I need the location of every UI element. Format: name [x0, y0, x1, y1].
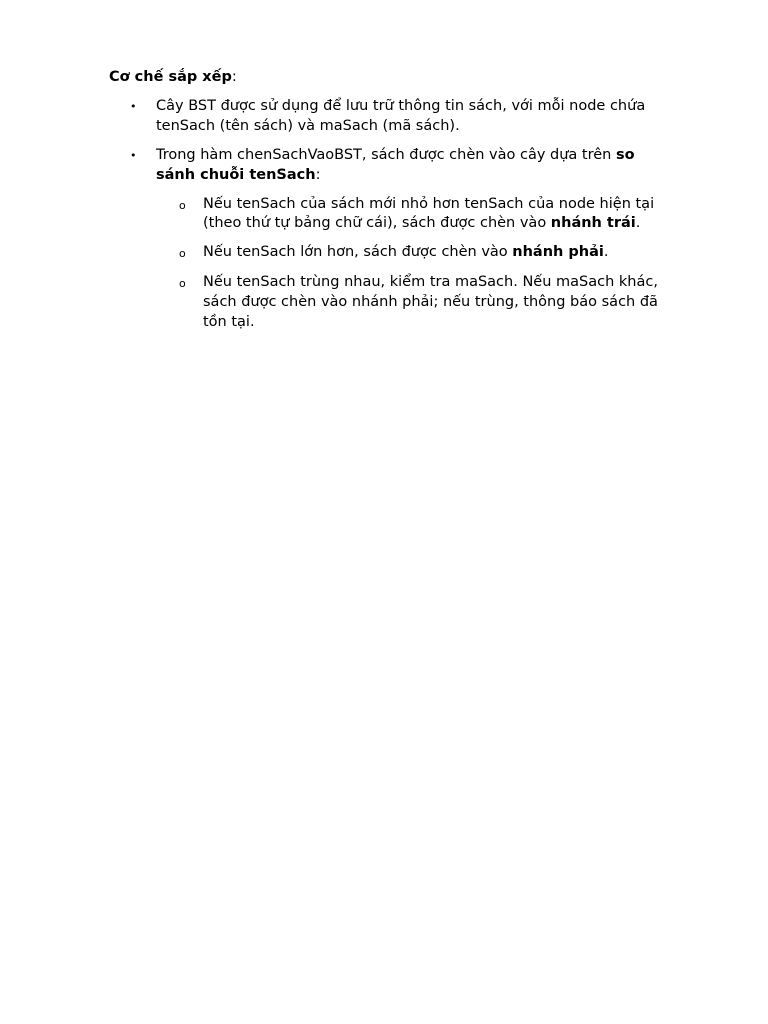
bullet-item-1-line-1: Cây BST được sử dụng để lưu trữ thông tin sách, với mỗi node chứa [156, 98, 646, 114]
sub-item-3-line-2: sách được chèn vào nhánh phải; nếu trùng, thông báo sách đã [203, 294, 658, 310]
bullet-item-2-line-1-text: Trong hàm chenSachVaoBST, sách được chèn vào cây dựa trên [156, 147, 616, 163]
sub-item-2-line-1-period: . [603, 244, 609, 260]
section-heading [109, 67, 237, 87]
bullet-item-2-line-1 [156, 145, 635, 165]
bullet-marker: • [130, 149, 137, 162]
sub-item-1-line-1: Nếu tenSach của sách mới nhỏ hơn tenSach của node hiện tại [203, 196, 655, 212]
section-heading-colon: : [231, 69, 237, 85]
sub-item-2-line-1-text: Nếu tenSach lớn hơn, sách được chèn vào [203, 244, 513, 260]
bullet-item-2-line-2 [156, 165, 320, 185]
sub-item-2-line-1-bold: nhánh phải [512, 244, 604, 260]
sub-item-1-line-2-bold: nhánh trái [550, 215, 636, 231]
sub-bullet-marker: o [179, 277, 186, 290]
sub-item-1-line-2-period: . [635, 215, 641, 231]
bullet-marker: • [130, 100, 137, 113]
bullet-item-2-line-2-bold: sánh chuỗi tenSach [156, 167, 316, 183]
bullet-item-2-line-2-colon: : [315, 167, 321, 183]
sub-item-3-line-3: tồn tại. [203, 314, 255, 330]
sub-item-2-line-1 [203, 242, 608, 262]
bullet-item-1-line-2: tenSach (tên sách) và maSach (mã sách). [156, 118, 460, 134]
sub-item-3-line-1: Nếu tenSach trùng nhau, kiểm tra maSach. Nếu maSach khác, [203, 274, 658, 290]
section-heading-bold: Cơ chế sắp xếp [109, 69, 232, 85]
sub-item-1-line-2-text: (theo thứ tự bảng chữ cái), sách được chèn vào [203, 215, 551, 231]
bullet-item-2-line-1-bold: so [615, 147, 635, 163]
sub-item-1-line-2 [203, 213, 640, 233]
sub-bullet-marker: o [179, 199, 186, 212]
sub-bullet-marker: o [179, 247, 186, 260]
